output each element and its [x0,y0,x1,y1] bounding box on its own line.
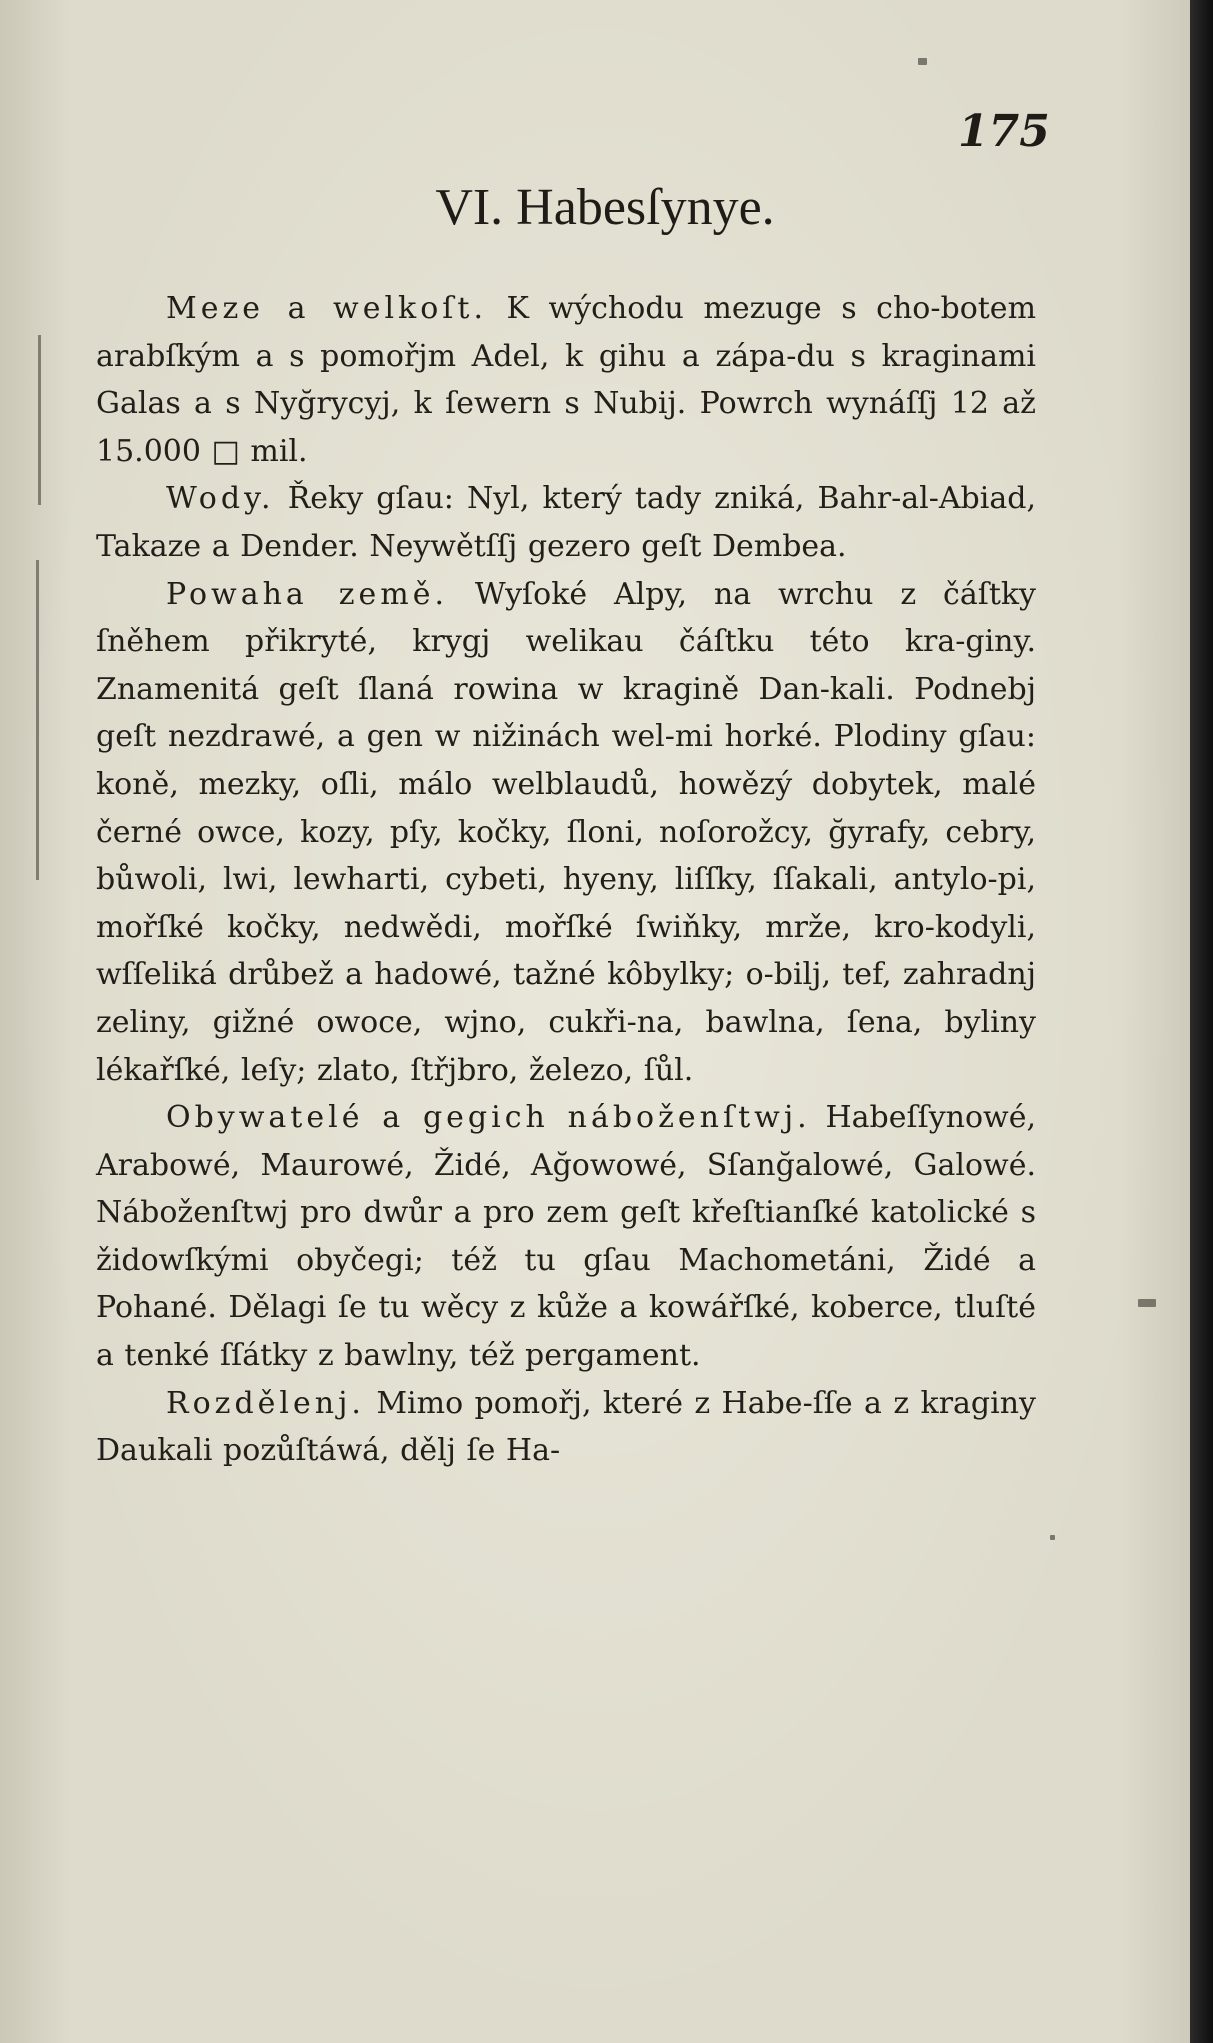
paragraph-lead: Rozdělenj. [166,1385,365,1421]
paragraph-land [96,571,1036,1095]
paragraph-text: Habeſſynowé, Arabowé, Maurowé, Židé, Ağowowé, Sſanğalowé, Galowé. Náboženſtwj pro dwůr a pro zem geſt křeſtianſké katolické s židowſkými obyčegi; též tu gſau Machometáni, Židé a Pohané. Dělagi ſe tu wěcy z kůže a kowářſké, koberce, tluſté a tenké ſſátky z bawlny, též pergament. [96,1100,1036,1374]
scan-edge [1190,0,1213,2043]
paragraph-division [96,1380,1036,1475]
paragraph-text: Mimo pomořj, které z Habe-ſſe a z kraginy Daukali pozůſtáwá, dělj ſe Ha- [96,1385,1037,1469]
paragraph-lead: Meze a welkoſt. [166,291,487,326]
page-number: 175 [958,106,1050,157]
gutter-mark [36,560,39,880]
paragraph-inhabitants [96,1094,1036,1380]
body-text [96,285,1036,1475]
paragraph-text: Wyſoké Alpy, na wrchu z čáſtky ſněhem přikryté, krygj welikau čáſtku této kra-giny. Znamenitá geſt ſlaná rowina w kragině Dan-kali. Podnebj geſt nezdrawé, a gen w nižinách wel-mi horké. Plodiny gſau: koně, mezky, oſli, málo welblaudů, howězý dobytek, malé černé owce, kozy, pſy, kočky, ſloni, noſorožcy, ğyrafy, cebry, bůwoli, lwi, lewharti, cybeti, hyeny, liſſky, ſſakali, antylo-pi, mořſké kočky, nedwědi, mořſké ſwiňky, mrže, kro-kodyli, wſſeliká drůbež a hadowé, tažné kôbylky; o-bilj, tef, zahradnj zeliny, gižné owoce, wjno, cukři-na, bawlna, ſena, byliny lékařſké, leſy; zlato, ſtřjbro, železo, ſůl. [96,576,1036,1088]
paragraph-text: Řeky gſau: Nyl, který tady zniká, Bahr-al-Abiad, Takaze a Dender. Neywětſſj gezero geſt Dembea. [96,481,1036,564]
chapter-heading: VI. Habesſynye. [435,179,775,236]
ink-speck [1138,1299,1156,1307]
paragraph-borders [96,285,1036,475]
paragraph-lead: Obywatelé a gegich náboženſtwj. [166,1100,811,1136]
paragraph-waters [96,475,1036,570]
paragraph-lead: Powaha země. [166,576,448,612]
paragraph-lead: Wody. [166,481,275,517]
gutter-mark [38,335,41,505]
paragraph-text: K wýchodu mezuge s cho-botem arabſkým a s pomořjm Adel, k gihu a zápa-du s kraginami Galas a s Nyğrycyj, k ſewern s Nubij. Powrch wynáſſj 12 až 15.000 □ mil. [96,291,1037,469]
ink-speck [918,58,927,65]
ink-speck [1050,1535,1055,1540]
